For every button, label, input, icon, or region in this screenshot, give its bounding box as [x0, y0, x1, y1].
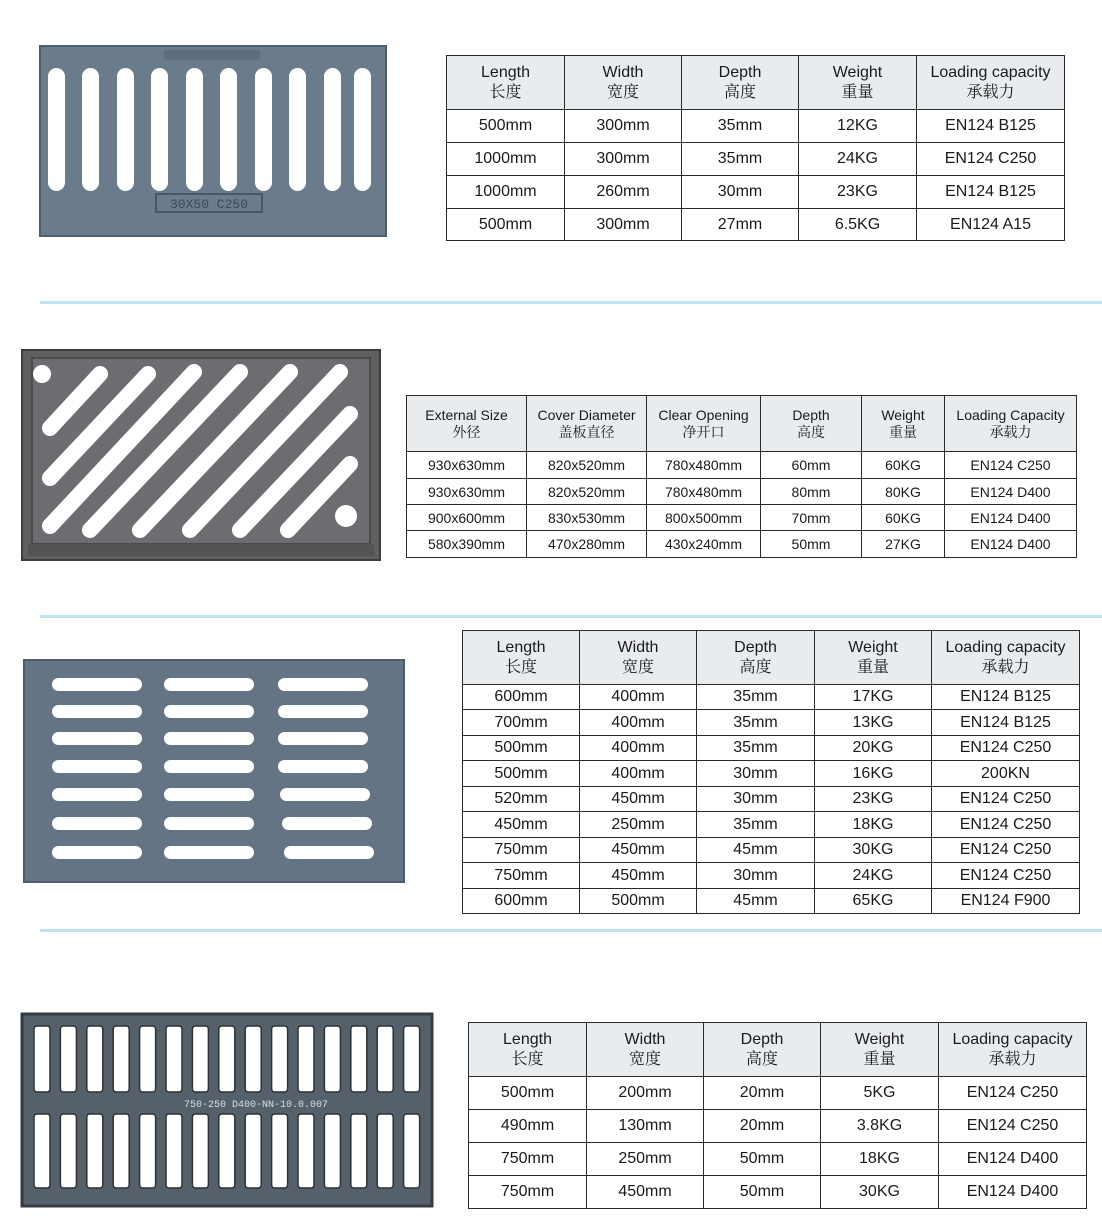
cell-width: 450mm	[580, 838, 697, 863]
spec-table-4	[468, 1022, 1087, 1209]
column-header-loading-capacity: Loading capacity 承载力	[917, 56, 1065, 110]
grate-slot	[219, 1026, 235, 1092]
cell-weight: 23KG	[799, 176, 917, 209]
column-header-weight: Weight 重量	[862, 396, 945, 452]
cell-weight: 60KG	[862, 505, 945, 531]
cell-depth: 80mm	[761, 479, 862, 505]
cell-width: 130mm	[587, 1110, 704, 1143]
table-header-row	[463, 631, 1080, 685]
column-header-width: Width 宽度	[565, 56, 682, 110]
cell-loading-capacity: EN124 C250	[932, 812, 1080, 838]
cell-width: 450mm	[580, 863, 697, 889]
cell-depth: 35mm	[697, 736, 815, 761]
cell-depth: 30mm	[697, 787, 815, 812]
cell-length: 490mm	[469, 1110, 587, 1143]
column-header-width: Width 宽度	[580, 631, 697, 685]
grate-slot	[34, 1114, 50, 1188]
cell-length: 450mm	[463, 812, 580, 838]
cell-length: 500mm	[463, 761, 580, 787]
cell-length: 1000mm	[447, 176, 565, 209]
grate-slot	[87, 1114, 103, 1188]
cell-depth: 35mm	[682, 110, 799, 143]
cell-loading-capacity: EN124 C250	[917, 143, 1065, 176]
column-header-length: Length 长度	[447, 56, 565, 110]
cell-weight: 18KG	[821, 1143, 939, 1176]
cell-loading-capacity: EN124 B125	[932, 710, 1080, 736]
cell-length: 1000mm	[447, 143, 565, 176]
cell-depth: 60mm	[761, 452, 862, 479]
cell-loading-capacity: EN124 B125	[917, 176, 1065, 209]
cell-loading-capacity: EN124 C250	[939, 1077, 1087, 1110]
cell-loading-capacity: EN124 B125	[917, 110, 1065, 143]
table-row	[447, 110, 1065, 143]
cell-loading-capacity: EN124 C250	[932, 736, 1080, 761]
section-divider	[40, 301, 1102, 304]
cell-length: 600mm	[463, 685, 580, 710]
column-header-external-size: External Size 外径	[407, 396, 527, 452]
cell-width: 250mm	[580, 812, 697, 838]
column-header-clear-opening: Clear Opening 净开口	[647, 396, 761, 452]
cell-cover-diameter: 820x520mm	[527, 452, 647, 479]
cell-length: 750mm	[463, 863, 580, 889]
cell-length: 750mm	[463, 838, 580, 863]
table-row	[407, 452, 1077, 479]
grate-slot	[404, 1114, 420, 1188]
cell-loading-capacity: EN124 D400	[939, 1176, 1087, 1209]
cell-cover-diameter: 830x530mm	[527, 505, 647, 531]
grate-slot	[87, 1026, 103, 1092]
cell-depth: 45mm	[697, 838, 815, 863]
cell-clear-opening: 780x480mm	[647, 452, 761, 479]
table-row	[447, 209, 1065, 241]
grate-photo-3	[22, 658, 406, 884]
cell-depth: 35mm	[697, 685, 815, 710]
table-row	[407, 479, 1077, 505]
grate-photo-4	[20, 1010, 434, 1210]
table-row	[447, 143, 1065, 176]
column-header-loading-capacity: Loading capacity 承载力	[939, 1023, 1087, 1077]
cell-weight: 24KG	[815, 863, 932, 889]
cell-clear-opening: 780x480mm	[647, 479, 761, 505]
cell-weight: 17KG	[815, 685, 932, 710]
grate-slot	[298, 1114, 314, 1188]
table-row	[469, 1077, 1087, 1110]
column-header-depth: Depth 高度	[697, 631, 815, 685]
cell-length: 500mm	[447, 209, 565, 241]
grate-slot	[113, 1114, 129, 1188]
cell-external-size: 580x390mm	[407, 531, 527, 558]
spec-table-1	[446, 55, 1065, 241]
cell-length: 500mm	[463, 736, 580, 761]
cell-loading-capacity: EN124 C250	[945, 452, 1077, 479]
cell-width: 500mm	[580, 889, 697, 914]
grate-slot	[272, 1114, 288, 1188]
table-row	[469, 1110, 1087, 1143]
table-row	[463, 710, 1080, 736]
cell-width: 300mm	[565, 209, 682, 241]
grate-slot	[113, 1026, 129, 1092]
cell-loading-capacity: EN124 B125	[932, 685, 1080, 710]
grate-slot	[192, 1114, 208, 1188]
table-row	[463, 863, 1080, 889]
column-header-weight: Weight 重量	[821, 1023, 939, 1077]
grate-slot	[351, 1114, 367, 1188]
grate-slot	[404, 1026, 420, 1092]
cell-depth: 30mm	[682, 176, 799, 209]
grate-slot	[245, 1114, 261, 1188]
column-header-cover-diameter: Cover Diameter 盖板直径	[527, 396, 647, 452]
grate-slot	[140, 1026, 156, 1092]
cell-length: 500mm	[469, 1077, 587, 1110]
table-header-row	[469, 1023, 1087, 1077]
grate-slot	[166, 1026, 182, 1092]
cell-loading-capacity: EN124 C250	[932, 838, 1080, 863]
grate-photo-1	[38, 44, 390, 240]
table-row	[407, 531, 1077, 558]
cell-depth: 30mm	[697, 863, 815, 889]
grate-slot	[60, 1114, 76, 1188]
grate-slot	[140, 1114, 156, 1188]
table-row	[407, 505, 1077, 531]
grate-slot	[166, 1114, 182, 1188]
column-header-width: Width 宽度	[587, 1023, 704, 1077]
cell-weight: 13KG	[815, 710, 932, 736]
cell-depth: 35mm	[682, 143, 799, 176]
column-header-weight: Weight 重量	[799, 56, 917, 110]
cell-weight: 60KG	[862, 452, 945, 479]
cell-weight: 30KG	[821, 1176, 939, 1209]
column-header-loading-capacity: Loading capacity 承载力	[932, 631, 1080, 685]
grate-slot	[351, 1026, 367, 1092]
cell-weight: 30KG	[815, 838, 932, 863]
cell-depth: 20mm	[704, 1077, 821, 1110]
table-row	[469, 1176, 1087, 1209]
cell-loading-capacity: EN124 C250	[939, 1110, 1087, 1143]
table-row	[463, 838, 1080, 863]
section-divider	[40, 929, 1102, 932]
cell-depth: 27mm	[682, 209, 799, 241]
cell-cover-diameter: 470x280mm	[527, 531, 647, 558]
spec-table-3	[462, 630, 1080, 914]
cell-width: 300mm	[565, 110, 682, 143]
cell-depth: 70mm	[761, 505, 862, 531]
cell-length: 520mm	[463, 787, 580, 812]
grate-slot	[192, 1026, 208, 1092]
table-row	[463, 889, 1080, 914]
cell-weight: 3.8KG	[821, 1110, 939, 1143]
grate-slot	[298, 1026, 314, 1092]
spec-table-2	[406, 395, 1077, 558]
cell-depth: 50mm	[704, 1143, 821, 1176]
column-header-depth: Depth 高度	[682, 56, 799, 110]
cell-depth: 35mm	[697, 812, 815, 838]
grate-marking-text-1: 30X50 C250	[169, 197, 249, 212]
cell-width: 450mm	[587, 1176, 704, 1209]
column-header-loading-capacity: Loading Capacity 承载力	[945, 396, 1077, 452]
column-header-depth: Depth 高度	[704, 1023, 821, 1077]
cell-loading-capacity: EN124 D400	[939, 1143, 1087, 1176]
column-header-length: Length 长度	[463, 631, 580, 685]
table-row	[463, 761, 1080, 787]
table-row	[463, 685, 1080, 710]
grate-slot	[34, 1026, 50, 1092]
cell-width: 450mm	[580, 787, 697, 812]
cell-loading-capacity: EN124 C250	[932, 863, 1080, 889]
cell-width: 400mm	[580, 761, 697, 787]
cell-loading-capacity: EN124 D400	[945, 531, 1077, 558]
table-row	[463, 812, 1080, 838]
grate-slot	[219, 1114, 235, 1188]
cell-weight: 24KG	[799, 143, 917, 176]
column-header-weight: Weight 重量	[815, 631, 932, 685]
cell-clear-opening: 430x240mm	[647, 531, 761, 558]
cell-width: 400mm	[580, 710, 697, 736]
cell-depth: 50mm	[704, 1176, 821, 1209]
table-row	[469, 1143, 1087, 1176]
cell-depth: 45mm	[697, 889, 815, 914]
cell-depth: 20mm	[704, 1110, 821, 1143]
column-header-depth: Depth 高度	[761, 396, 862, 452]
cell-weight: 27KG	[862, 531, 945, 558]
cell-loading-capacity: 200KN	[932, 761, 1080, 787]
cell-width: 400mm	[580, 736, 697, 761]
grate-marking-text-4: 750-250 D400-NN-10.0.007	[183, 1100, 329, 1111]
cell-length: 750mm	[469, 1143, 587, 1176]
column-header-length: Length 长度	[469, 1023, 587, 1077]
cell-weight: 23KG	[815, 787, 932, 812]
cell-weight: 80KG	[862, 479, 945, 505]
cell-weight: 16KG	[815, 761, 932, 787]
cell-weight: 5KG	[821, 1077, 939, 1110]
table-row	[463, 736, 1080, 761]
grate-photo-2	[20, 348, 382, 562]
cell-external-size: 930x630mm	[407, 479, 527, 505]
cell-depth: 30mm	[697, 761, 815, 787]
cell-loading-capacity: EN124 F900	[932, 889, 1080, 914]
grate-slot	[60, 1026, 76, 1092]
cell-width: 300mm	[565, 143, 682, 176]
grate-slot	[324, 1026, 340, 1092]
cell-loading-capacity: EN124 C250	[932, 787, 1080, 812]
grate-slot	[377, 1114, 393, 1188]
table-header-row	[447, 56, 1065, 110]
cell-loading-capacity: EN124 A15	[917, 209, 1065, 241]
grate-slot	[272, 1026, 288, 1092]
cell-clear-opening: 800x500mm	[647, 505, 761, 531]
cell-loading-capacity: EN124 D400	[945, 505, 1077, 531]
grate-slot	[377, 1026, 393, 1092]
cell-width: 250mm	[587, 1143, 704, 1176]
cell-weight: 12KG	[799, 110, 917, 143]
cell-length: 600mm	[463, 889, 580, 914]
cell-external-size: 930x630mm	[407, 452, 527, 479]
cell-length: 750mm	[469, 1176, 587, 1209]
cell-width: 260mm	[565, 176, 682, 209]
cell-loading-capacity: EN124 D400	[945, 479, 1077, 505]
cell-length: 500mm	[447, 110, 565, 143]
grate-slot	[245, 1026, 261, 1092]
cell-length: 700mm	[463, 710, 580, 736]
cell-weight: 18KG	[815, 812, 932, 838]
cell-weight: 65KG	[815, 889, 932, 914]
table-header-row	[407, 396, 1077, 452]
cell-weight: 6.5KG	[799, 209, 917, 241]
grate-slot	[324, 1114, 340, 1188]
section-divider	[40, 615, 1102, 618]
cell-depth: 50mm	[761, 531, 862, 558]
cell-width: 200mm	[587, 1077, 704, 1110]
cell-external-size: 900x600mm	[407, 505, 527, 531]
cell-weight: 20KG	[815, 736, 932, 761]
cell-cover-diameter: 820x520mm	[527, 479, 647, 505]
table-row	[463, 787, 1080, 812]
cell-depth: 35mm	[697, 710, 815, 736]
cell-width: 400mm	[580, 685, 697, 710]
table-row	[447, 176, 1065, 209]
